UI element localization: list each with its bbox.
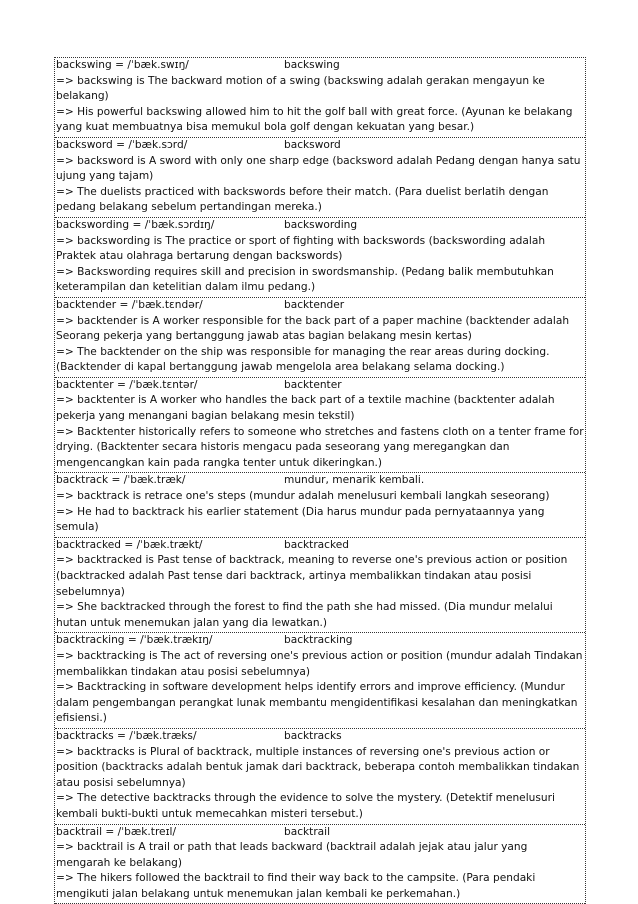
entry-gloss: backtracked bbox=[284, 538, 349, 554]
entry-gloss: backtenter bbox=[284, 378, 342, 394]
entry-backtenter bbox=[55, 378, 585, 474]
entry-example: => The backtender on the ship was responsible for managing the rear areas during docking. (Backtender di kapal bertanggung jawab mengelola area belakang selama docking.) bbox=[56, 345, 584, 376]
entry-pronunciation: backtenter = /ˈbæk.tɛntər/ bbox=[56, 378, 284, 394]
entry-header bbox=[56, 58, 584, 74]
entry-pronunciation: backtrail = /ˈbæk.treɪl/ bbox=[56, 825, 284, 841]
entry-example: => Backtenter historically refers to someone who stretches and fastens cloth on a tenter frame for drying. (Backtenter secara historis mengacu pada seseorang yang meregangkan dan mengencangkan kain pada rangka tenter untuk dikeringkan.) bbox=[56, 425, 584, 472]
entry-gloss: backtracks bbox=[284, 729, 342, 745]
entry-header bbox=[56, 729, 584, 745]
entry-example: => His powerful backswing allowed him to hit the golf ball with great force. (Ayunan ke belakang yang kuat membuatnya bisa memukul bola golf dengan kekuatan yang besar.) bbox=[56, 105, 584, 136]
entry-pronunciation: backtrack = /ˈbæk.træk/ bbox=[56, 473, 284, 489]
entry-header bbox=[56, 473, 584, 489]
entry-header bbox=[56, 218, 584, 234]
entry-pronunciation: backtracking = /ˈbæk.trækɪŋ/ bbox=[56, 633, 284, 649]
entry-header bbox=[56, 138, 584, 154]
entry-backtrail bbox=[55, 825, 585, 904]
entry-example: => He had to backtrack his earlier statement (Dia harus mundur pada pernyataannya yang semula) bbox=[56, 505, 584, 536]
entry-example: => She backtracked through the forest to find the path she had missed. (Dia mundur melalui hutan untuk menemukan jalan yang dia lewatkan.) bbox=[56, 600, 584, 631]
entry-backtender bbox=[55, 298, 585, 378]
entry-header bbox=[56, 538, 584, 554]
entry-header bbox=[56, 378, 584, 394]
entry-definition: => backtender is A worker responsible for the back part of a paper machine (backtender adalah Seorang pekerja yang bertanggung jawab atas bagian belakang mesin kertas) bbox=[56, 314, 584, 345]
entry-pronunciation: backswording = /ˈbæk.sɔrdɪŋ/ bbox=[56, 218, 284, 234]
entry-definition: => backswording is The practice or sport of fighting with backswords (backswording adalah Praktek atau olahraga bertarung dengan backswords) bbox=[56, 234, 584, 265]
entry-example: => The detective backtracks through the evidence to solve the mystery. (Detektif menelusuri kembali bukti-bukti untuk memecahkan misteri tersebut.) bbox=[56, 791, 584, 822]
entry-gloss: backtender bbox=[284, 298, 344, 314]
entry-backtracked bbox=[55, 538, 585, 634]
entry-header bbox=[56, 298, 584, 314]
entry-gloss: backswording bbox=[284, 218, 357, 234]
entry-definition: => backtenter is A worker who handles the back part of a textile machine (backtenter adalah pekerja yang menangani bagian belakang mesin tekstil) bbox=[56, 393, 584, 424]
entry-example: => The duelists practiced with backswords before their match. (Para duelist berlatih dengan pedang belakang sebelum pertandingan mereka.) bbox=[56, 185, 584, 216]
entry-definition: => backswing is The backward motion of a swing (backswing adalah gerakan mengayun ke belakang) bbox=[56, 74, 584, 105]
entry-backtracks bbox=[55, 729, 585, 825]
entry-backtrack bbox=[55, 473, 585, 537]
entry-pronunciation: backtracks = /ˈbæk.træks/ bbox=[56, 729, 284, 745]
dictionary-page bbox=[54, 57, 586, 904]
entry-example: => Backtracking in software development helps identify errors and improve efficiency. (Mundur dalam pengembangan perangkat lunak membantu mengidentifikasi kesalahan dan meningkatkan efisiensi.) bbox=[56, 680, 584, 727]
entry-pronunciation: backswing = /ˈbæk.swɪŋ/ bbox=[56, 58, 284, 74]
entry-definition: => backtrack is retrace one's steps (mundur adalah menelusuri kembali langkah seseorang) bbox=[56, 489, 584, 505]
entry-gloss: backsword bbox=[284, 138, 341, 154]
entry-gloss: backtracking bbox=[284, 633, 353, 649]
entry-gloss: backtrail bbox=[284, 825, 330, 841]
entry-definition: => backtracking is The act of reversing one's previous action or position (mundur adalah Tindakan membalikkan tindakan atau posisi sebelumnya) bbox=[56, 649, 584, 680]
entry-definition: => backtracked is Past tense of backtrack, meaning to reverse one's previous action or position (backtracked adalah Past tense dari backtrack, artinya membalikkan tindakan atau posisi sebelumnya) bbox=[56, 553, 584, 600]
entry-pronunciation: backsword = /ˈbæk.sɔrd/ bbox=[56, 138, 284, 154]
entry-backsword bbox=[55, 138, 585, 218]
entry-header bbox=[56, 825, 584, 841]
entry-definition: => backtrail is A trail or path that leads backward (backtrail adalah jejak atau jalur yang mengarah ke belakang) bbox=[56, 840, 584, 871]
entry-definition: => backsword is A sword with only one sharp edge (backsword adalah Pedang dengan hanya satu ujung yang tajam) bbox=[56, 154, 584, 185]
entry-pronunciation: backtracked = /ˈbæk.trækt/ bbox=[56, 538, 284, 554]
entry-gloss: backswing bbox=[284, 58, 340, 74]
entry-example: => Backswording requires skill and precision in swordsmanship. (Pedang balik membutuhkan keterampilan dan ketelitian dalam ilmu pedang.) bbox=[56, 265, 584, 296]
entry-definition: => backtracks is Plural of backtrack, multiple instances of reversing one's previous action or position (backtracks adalah bentuk jamak dari backtrack, beberapa contoh membalikkan tindakan atau posisi sebelumnya) bbox=[56, 745, 584, 792]
entry-example: => The hikers followed the backtrail to find their way back to the campsite. (Para pendaki mengikuti jalan belakang untuk menemukan jalan kembali ke perkemahan.) bbox=[56, 871, 584, 902]
entry-backswording bbox=[55, 218, 585, 298]
entry-header bbox=[56, 633, 584, 649]
entry-backtracking bbox=[55, 633, 585, 729]
entry-gloss: mundur, menarik kembali. bbox=[284, 473, 424, 489]
entry-backswing bbox=[55, 58, 585, 138]
entry-pronunciation: backtender = /ˈbæk.tɛndər/ bbox=[56, 298, 284, 314]
